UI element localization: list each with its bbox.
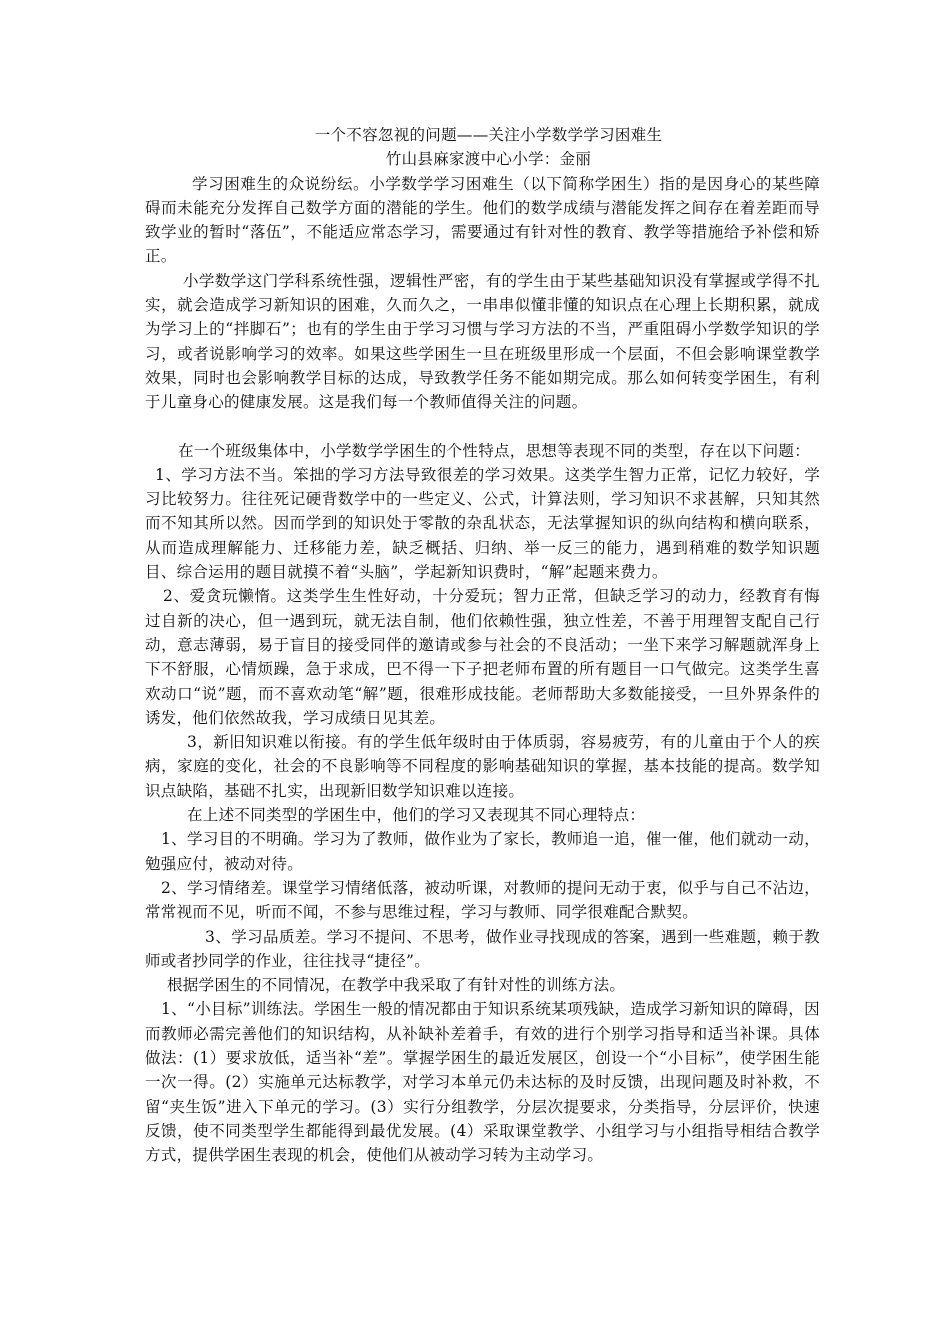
paragraph-method-1: 1、“小目标”训练法。学困生一般的情况都由于知识系统某项残缺，造成学习新知识的障碍，因而教师必需完善他们的知识结构，从补缺补差着手，有效的进行个别学习指导和适当补课。具体做法：(1）要求放低，适当补“差”。掌握学困生的最近发展区，创设一个“小目标”，使学困生能一次一得。(2）实施单元达标教学，对学习本单元仍未达标的及时反馈，出现问题及时补救，不留“夹生饭”进入下单元的学习。(3）实行分组教学，分层次提要求，分类指导，分层评价，快速反馈，使不同类型学生都能得到最优发展。(4）采取课堂教学、小组学习与小组指导相结合教学方式，提供学困生表现的机会，使他们从被动学习转为主动学习。	[145, 1000, 820, 1165]
paragraph-type-2: 2、爱贪玩懒惰。这类学生生性好动，十分爱玩；智力正常，但缺乏学习的动力，经教育有悔过自新的决心，但一遇到玩，就无法自制，他们依赖性强，独立性差，不善于用理智支配自己行动，意志薄弱，易于盲目的接受同伴的邀请或参与社会的不良活动；一坐下来学习解题就浑身上下不舒服，心情烦躁，急于求成，巴不得一下子把老师布置的所有题目一口气做完。这类学生喜欢动口“说”题，而不喜欢动笔“解”题，很难形成技能。老师帮助大多数能接受，一旦外界条件的诱发，他们依然故我，学习成绩日见其差。	[145, 587, 820, 727]
paragraph-type-1: 1、学习方法不当。笨拙的学习方法导致很差的学习效果。这类学生智力正常，记忆力较好，学习比较努力。往往死记硬背数学中的一些定义、公式，计算法则，学习知识不求甚解，只知其然而不知其所以然。因而学到的知识处于零散的杂乱状态，无法掌握知识的纵向结构和横向联系，从而造成理解能力、迁移能力差，缺乏概括、归纳、举一反三的能力，遇到稍难的数学知识题目、综合运用的题目就摸不着“头脑”，学起新知识费时，“解”起题来费力。	[145, 465, 820, 582]
paragraph-psych-3: 3、学习品质差。学习不提问、不思考，做作业寻找现成的答案，遇到一些难题，赖于教师或者抄同学的作业，往往找寻“捷径”。	[145, 927, 820, 970]
paragraph-spacer	[145, 415, 820, 439]
paragraph-background: 小学数学这门学科系统性强，逻辑性严密，有的学生由于某些基础知识没有掌握或学得不扎实，就会造成学习新知识的困难，久而久之，一串串似懂非懂的知识点在心理上长期积累，就成为学习上的“拌脚石”；也有的学生由于学习习惯与学习方法的不当，严重阻碍小学数学知识的学习，或者说影响学习的效率。如果这些学困生一旦在班级里形成一个层面，不但会影响课堂教学效果，同时也会影响教学目标的达成，导致教学任务不能如期完成。那么如何转变学困生，有利于儿童身心的健康发展。这是我们每一个教师值得关注的问题。	[145, 271, 820, 412]
paragraph-psych-2: 2、学习情绪差。课堂学习情绪低落，被动听课，对教师的提问无动于衷，似乎与自己不沾边，常常视而不见，听而不闻，不参与思维过程，学习与教师、同学很难配合默契。	[145, 878, 820, 922]
paragraph-types-intro: 在一个班级集体中，小学数学学困生的个性特点，思想等表现不同的类型，存在以下问题：	[178, 441, 811, 460]
document-body	[145, 123, 820, 1167]
paragraph-methods-intro: 根据学困生的不同情况，在教学中我采取了有针对性的训练方法。	[167, 976, 626, 995]
paragraph-intro: 学习困难生的众说纷纭。小学数学学习困难生（以下简称学困生）指的是因身心的某些障碍而未能充分发挥自己数学方面的潜能的学生。他们的数学成绩与潜能发挥之间存在着差距而导致学业的暂时“落伍”，不能适应常态学习，需要通过有针对性的教育、教学等措施给予补偿和矫正。	[145, 174, 820, 266]
document-author: 竹山县麻家渡中心小学：金丽	[385, 150, 592, 169]
paragraph-psych-intro: 在上述不同类型的学困生中，他们的学习又表现其不同心理特点：	[187, 806, 646, 825]
paragraph-psych-1: 1、学习目的不明确。学习为了教师，做作业为了家长，教师追一追，催一催，他们就动一动，勉强应付，被动对待。	[145, 830, 820, 873]
document-title: 一个不容忽视的问题——关注小学数学学习困难生	[314, 126, 663, 144]
paragraph-type-3: 3，新旧知识难以衔接。有的学生低年级时由于体质弱，容易疲劳，有的儿童由于个人的疾病，家庭的变化，社会的不良影响等不同程度的影响基础知识的掌握，基本技能的提高。数学知识点缺陷，基础不扎实，出现新旧数学知识难以连接。	[145, 733, 820, 800]
